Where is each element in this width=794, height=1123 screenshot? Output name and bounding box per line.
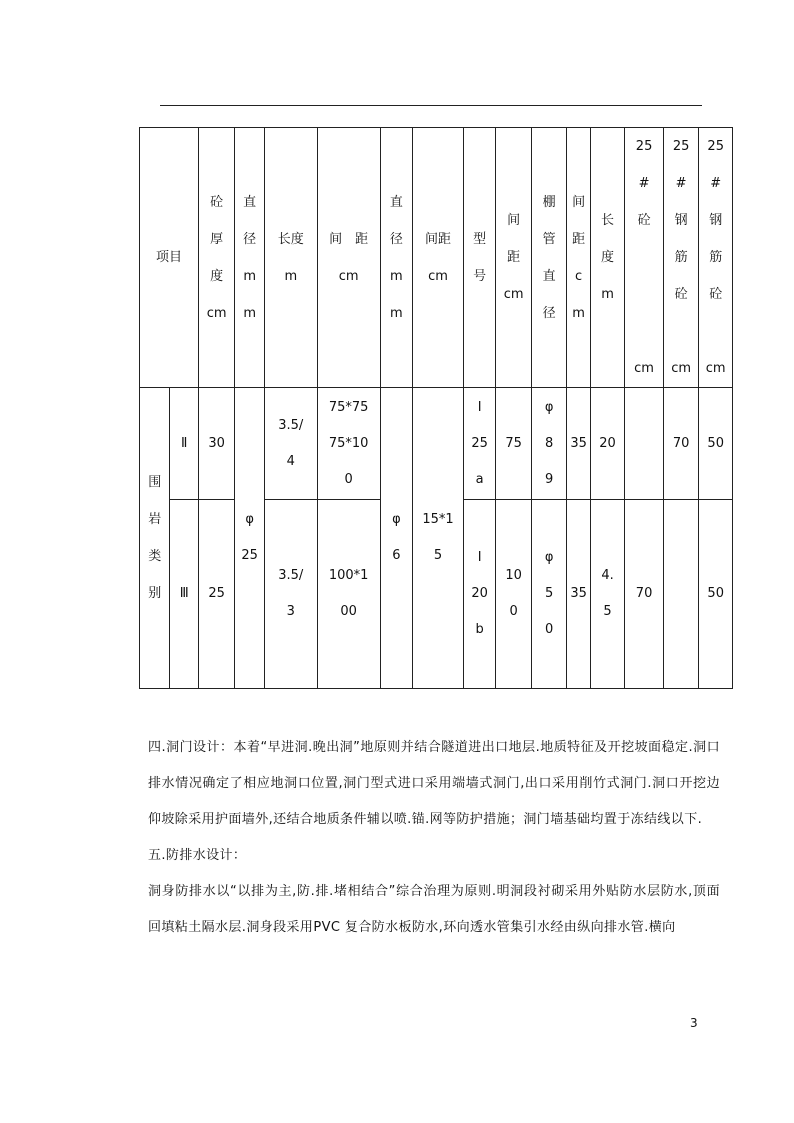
row1-c25-concrete xyxy=(625,388,664,500)
row2-bolt-spacing: 100*1 00 xyxy=(317,500,380,689)
mesh-diameter-value: φ 6 xyxy=(380,388,412,689)
row2-c25-rc-1 xyxy=(663,500,699,689)
row2-c25-concrete: 70 xyxy=(625,500,664,689)
page-number: 3 xyxy=(690,1016,698,1030)
mesh-spacing-value: 15*1 5 xyxy=(413,388,464,689)
row1-steel-model: I 25 a xyxy=(463,388,495,500)
header-pipe-diameter: 棚 管 直 径 xyxy=(531,128,567,388)
rock-class-label: 围 岩 类 别 xyxy=(140,388,170,689)
row1-pipe-spacing: 35 xyxy=(567,388,590,500)
portal-design-paragraph: 四.洞门设计：本着“早进洞.晚出洞”地原则并结合隧道进出口地层.地质特征及开挖坡面稳定.洞口排水情况确定了相应地洞口位置,洞门型式进口采用端墙式洞门,出口采用削竹式洞门.洞口开挖边仰坡除采用护面墙外,还结合地质条件辅以喷.锚.网等防护措施；洞门墙基础均置于冻结线以下. xyxy=(148,740,720,827)
header-pipe-length: 长 度 m xyxy=(590,128,625,388)
waterproofing-heading: 五.防排水设计： xyxy=(148,848,247,863)
bolt-diameter-value: φ 25 xyxy=(235,388,264,689)
row1-steel-spacing: 75 xyxy=(496,388,532,500)
row2-steel-spacing: 10 0 xyxy=(496,500,532,689)
header-item: 项目 xyxy=(140,128,199,388)
row2-c25-rc-2: 50 xyxy=(699,500,733,689)
row2-pipe-length: 4. 5 xyxy=(590,500,625,689)
row1-pipe-diameter: φ 8 9 xyxy=(531,388,567,500)
row1-bolt-length: 3.5/ 4 xyxy=(264,388,317,500)
row2-bolt-length: 3.5/ 3 xyxy=(264,500,317,689)
header-steel-spacing: 间 距 cm xyxy=(496,128,532,388)
row2-class: Ⅲ xyxy=(170,500,198,689)
support-parameter-table xyxy=(139,127,733,689)
row2-pipe-spacing: 35 xyxy=(567,500,590,689)
header-bolt-length: 长度 m xyxy=(264,128,317,388)
row2-pipe-diameter: φ 5 0 xyxy=(531,500,567,689)
row2-steel-model: I 20 b xyxy=(463,500,495,689)
row1-pipe-length: 20 xyxy=(590,388,625,500)
header-concrete-thickness: 砼 厚 度 cm xyxy=(198,128,235,388)
row2-thickness: 25 xyxy=(198,500,235,689)
header-bolt-diameter: 直 径 m m xyxy=(235,128,264,388)
waterproofing-paragraph: 洞身防排水以“以排为主,防.排.堵相结合”综合治理为原则.明洞段衬砌采用外贴防水层防水,顶面回填粘土隔水层.洞身段采用PVC 复合防水板防水,环向透水管集引水经由纵向排水管.横向 xyxy=(148,884,720,935)
body-text xyxy=(148,730,720,946)
header-c25-concrete: 25 # 砼 cm xyxy=(625,128,664,388)
row1-class: Ⅱ xyxy=(170,388,198,500)
header-rule xyxy=(160,105,702,106)
row1-thickness: 30 xyxy=(198,388,235,500)
row1-bolt-spacing: 75*75 75*10 0 xyxy=(317,388,380,500)
header-mesh-diameter: 直 径 m m xyxy=(380,128,412,388)
row1-c25-rc-2: 50 xyxy=(699,388,733,500)
header-mesh-spacing: 间距 cm xyxy=(413,128,464,388)
header-steel-model: 型 号 xyxy=(463,128,495,388)
header-c25-rc-1: 25 # 钢 筋 砼 cm xyxy=(663,128,699,388)
header-c25-rc-2: 25 # 钢 筋 砼 cm xyxy=(699,128,733,388)
header-pipe-spacing: 间 距 c m xyxy=(567,128,590,388)
row1-c25-rc-1: 70 xyxy=(663,388,699,500)
header-bolt-spacing: 间 距 cm xyxy=(317,128,380,388)
